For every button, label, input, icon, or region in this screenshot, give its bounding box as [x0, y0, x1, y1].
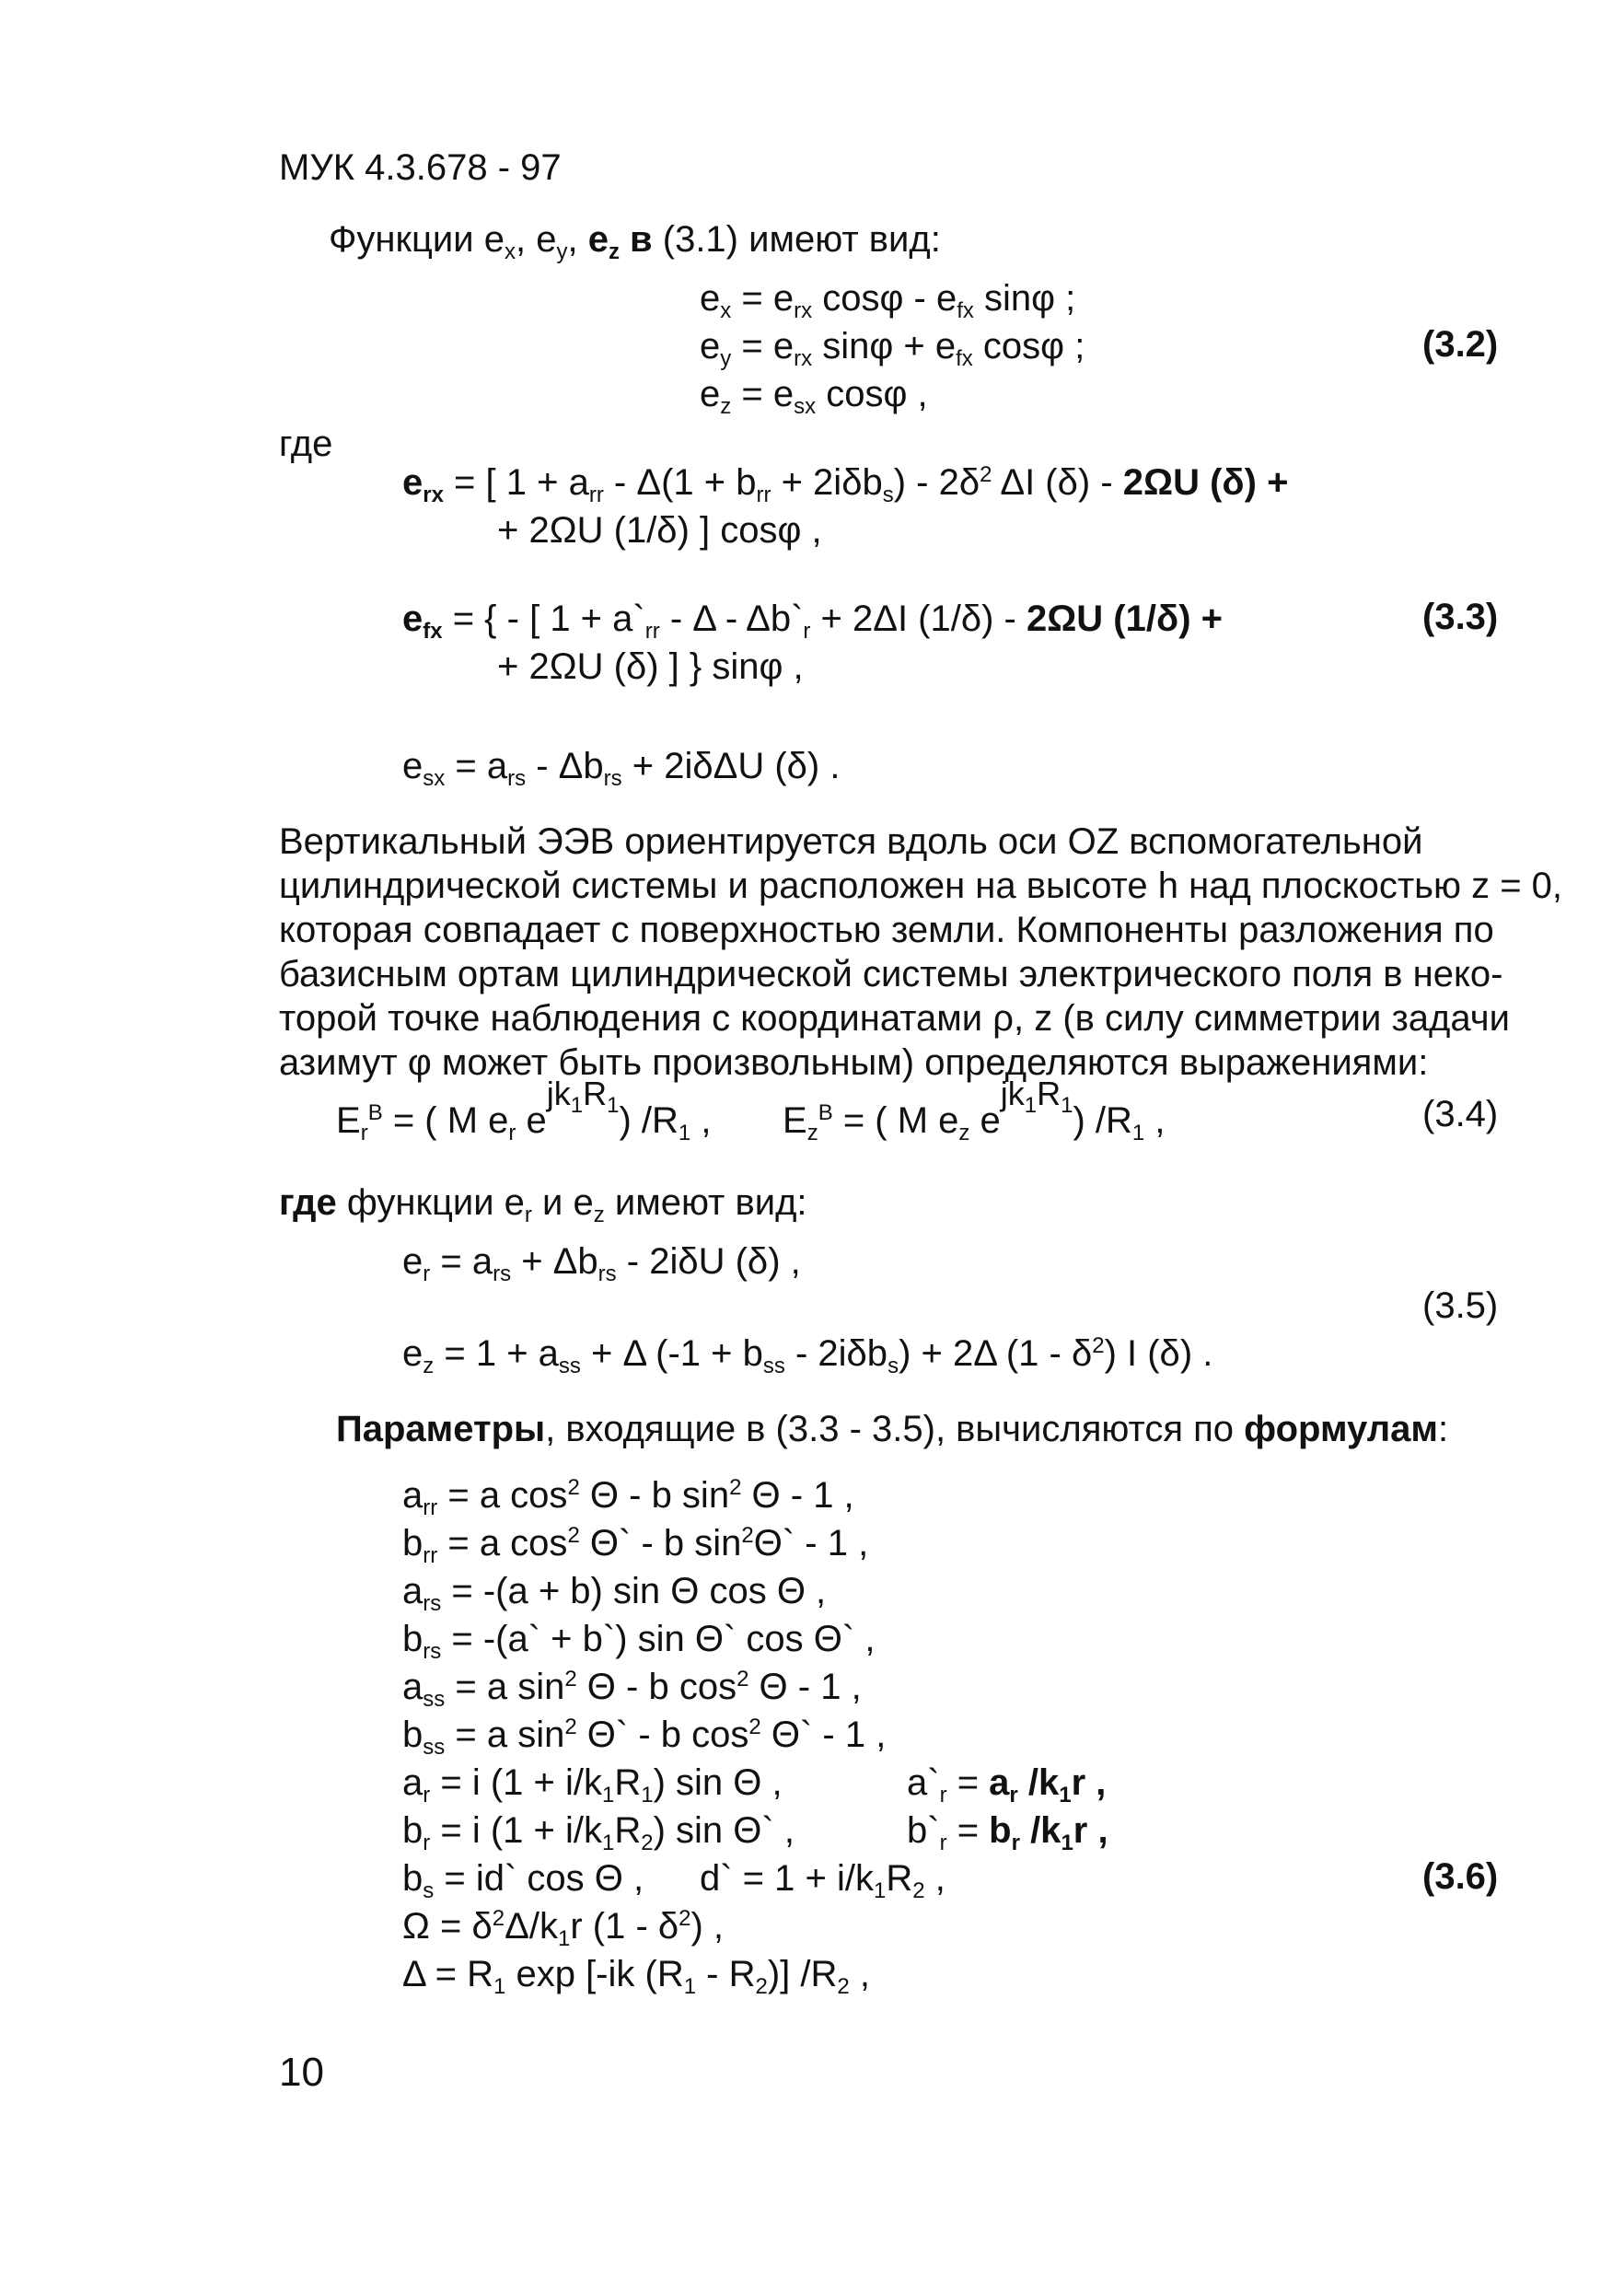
- eq-3-3-line: $e_{fx}$ = { - [ $1 + a`_{rr} - \Delta$ - $\Delta b`_r + 2\Delta I$ (1/δ) - 2ΩU (1/δ) +: [402, 599, 1224, 644]
- paragraph-line: которая совпадает с поверхностью земли. Компоненты разложения по: [279, 910, 1494, 950]
- paragraph-line: базисным ортам цилиндрической системы электрического поля в неко-: [279, 954, 1503, 994]
- eq-3-6-line-right: $a`_r = a_r$ $/k_1r$ ,: [907, 1762, 1107, 1808]
- eq-3-6-line: $a_{ss} = a$ $\sin^2 \Theta$ - b $\cos^2 \Theta - 1$ ,: [402, 1667, 862, 1712]
- eq-3-6-line: $a_r = i$ $(1 + i/k_1R_1)$ sin Θ ,: [402, 1762, 783, 1808]
- eq-3-6-line: $a_{rs} = -(a + b)$ sin Θ cos Θ ,: [402, 1571, 827, 1616]
- eq-3-3-line: $e_{sx} = a_{rs} - \Delta b_{rs} + 2i\delta\Delta U$ (δ) .: [402, 746, 841, 791]
- eq-3-6-line: $b_s$ = id` cos Θ ,: [402, 1858, 644, 1903]
- equation-number: (3.2): [1422, 324, 1499, 365]
- eq-3-6-line-right: $b`_r = b_r$ $/k_1r$ ,: [907, 1810, 1108, 1855]
- eq-3-3-line: + 2ΩU (1/δ) ] cosφ ,: [497, 510, 822, 551]
- eq-3-6-line: $b_r = i$ $(1 + i/k_1R_2)$ sin Θ` ,: [402, 1810, 795, 1855]
- eq-3-2-line: $e_x = e_{rx}$ cosφ - $e_{fx}$ sinφ ;: [700, 278, 1076, 323]
- where-label: где: [279, 424, 333, 464]
- eq-3-6-line: $b_{rr} = a$ $\cos^2$ Θ` - b $\sin^2\Theta` - 1$ ,: [402, 1523, 869, 1568]
- where-functions-line: где функции $e_r$ и $e_z$ имеют вид:: [279, 1182, 807, 1227]
- eq-3-4-right: $E_z^B$ = ( M $e_z$ $ejk_1R_1$) $/R_1$ ,: [783, 1075, 1166, 1145]
- paragraph-line: Вертикальный ЭЭВ ориентируется вдоль оси OZ вспомогательной: [279, 821, 1423, 862]
- eq-3-2-line: $e_z = e_{sx}$ cosφ ,: [700, 374, 928, 419]
- page-number: 10: [279, 2050, 324, 2095]
- eq-3-5-line: $e_r = a_{rs} + \Delta b_{rs} - 2i\delta U$ (δ) ,: [402, 1241, 801, 1286]
- equation-number: (3.4): [1422, 1094, 1499, 1134]
- paragraph-line: азимут φ может быть произвольным) определяются выражениями:: [279, 1042, 1429, 1083]
- eq-3-6-line: $\Delta = R_1$ exp [-ik $(R_1 - R_2)$] $/R_2$ ,: [402, 1954, 870, 1999]
- eq-3-6-line: $b_{rs}$ = -(a` + b`) sin Θ` cos Θ` ,: [402, 1619, 876, 1664]
- document-code: МУК 4.3.678 - 97: [279, 147, 562, 188]
- body-paragraph: [279, 820, 1563, 1085]
- paragraph-line: цилиндрической системы и расположен на высоте h над плоскостью z = 0,: [279, 866, 1563, 906]
- equation-number: (3.3): [1422, 597, 1499, 637]
- intro-line: Функции $e_x$, $e_y$, $e_z$ в (3.1) имеют вид:: [329, 219, 941, 264]
- eq-3-6-line: $a_{rr} = a$ $\cos^2 \Theta$ - b $\sin^2 \Theta - 1$ ,: [402, 1475, 854, 1520]
- eq-3-6-line-right: d` = $1 + i/k_1R_2$ ,: [700, 1858, 945, 1903]
- eq-3-3-line: $e_{rx}$ = [ $1 + a_{rr} - \Delta(1 + b_{rr} + 2i\delta b_s) - 2\delta^2$ ΔI (δ) - 2ΩU (δ) +: [402, 462, 1289, 507]
- eq-3-5-line: $e_z = 1 + a_{ss} + \Delta$ $(-1 + b_{ss} - 2i\delta b_s) + 2\Delta$ $(1 - \delta^2)$ I (δ) .: [402, 1333, 1213, 1378]
- params-intro-line: Параметры, входящие в (3.3 - 3.5), вычисляются по формулам:: [336, 1409, 1449, 1449]
- eq-3-4-left: $E_r^B$ = ( M $e_r$ $ejk_1R_1$) $/R_1$ ,: [336, 1075, 712, 1145]
- equation-number: (3.5): [1422, 1285, 1499, 1326]
- eq-3-6-line: $b_{ss} = a$ $\sin^2$ Θ` - b $\cos^2$ Θ` - 1 ,: [402, 1715, 887, 1760]
- eq-3-6-line: $\Omega = \delta^2\Delta/k_1r$ $(1 - \delta^2)$ ,: [402, 1906, 725, 1951]
- eq-3-3-line: + 2ΩU (δ) ] } sinφ ,: [497, 646, 804, 687]
- equation-number: (3.6): [1422, 1856, 1499, 1897]
- eq-3-2-line: $e_y = e_{rx}$ $\sin\varphi + e_{fx}$ cosφ ;: [700, 326, 1085, 371]
- paragraph-line: торой точке наблюдения с координатами ρ, z (в силу симметрии задачи: [279, 998, 1510, 1039]
